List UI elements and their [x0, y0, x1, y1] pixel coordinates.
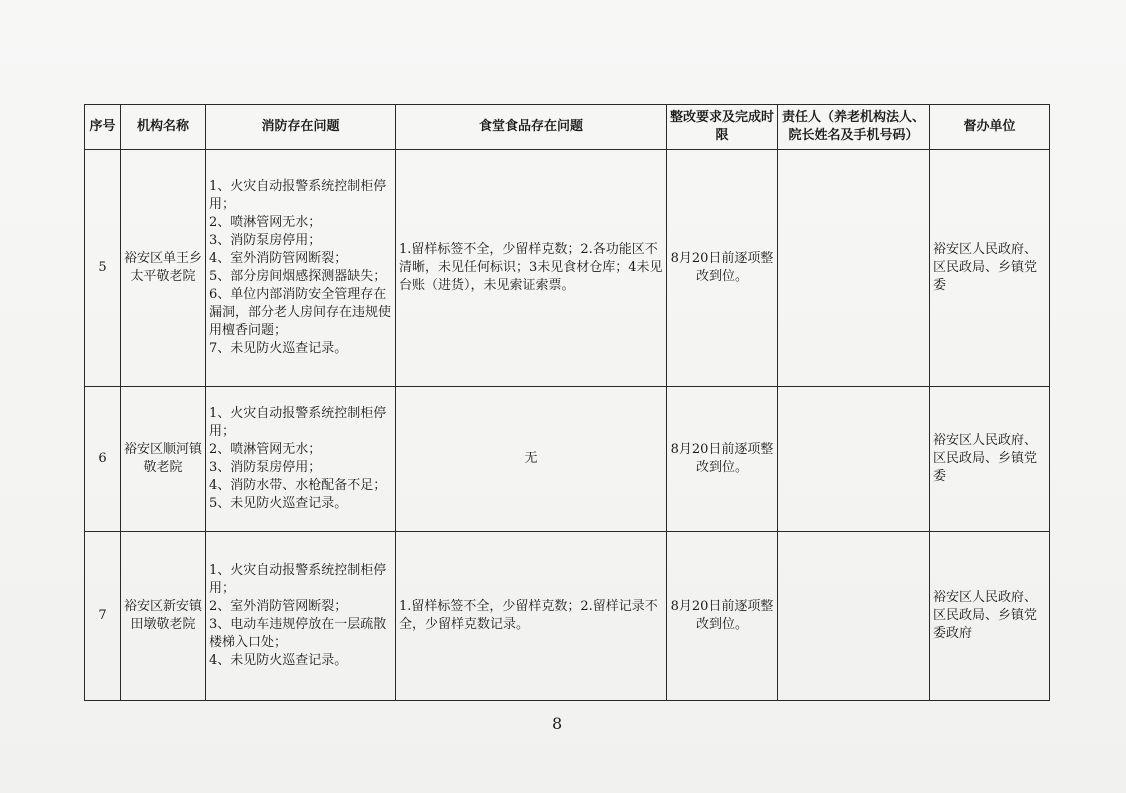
fire-issue: 3、消防泵房停用； — [209, 460, 322, 475]
row-supervisor: 裕安区人民政府、区民政局、乡镇党委 — [930, 150, 1050, 387]
row-fire-issues — [206, 532, 396, 701]
row-supervisor: 裕安区人民政府、区民政局、乡镇党委政府 — [930, 532, 1050, 701]
row-person — [778, 532, 930, 701]
header-person: 责任人（养老机构法人、院长姓名及手机号码） — [778, 105, 930, 150]
row-supervisor: 裕安区人民政府、区民政局、乡镇党委 — [930, 387, 1050, 532]
fire-issue: 1、火灾自动报警系统控制柜停用； — [209, 406, 387, 439]
row-food-issues: 无 — [396, 387, 667, 532]
header-name: 机构名称 — [121, 105, 206, 150]
fire-issue: 2、喷淋管网无水； — [209, 442, 322, 457]
fire-issue: 6、单位内部消防安全管理存在漏洞，部分老人房间存在违规使用檀香问题； — [209, 287, 392, 338]
row-food-issues: 1.留样标签不全，少留样克数；2.留样记录不全，少留样克数记录。 — [396, 532, 667, 701]
fire-issue: 1、火灾自动报警系统控制柜停用； — [209, 179, 387, 212]
fire-issue: 7、未见防火巡查记录。 — [209, 341, 348, 356]
fire-issue: 3、消防泵房停用； — [209, 233, 322, 248]
inspection-table — [84, 104, 1050, 701]
fire-issue: 4、室外消防管网断裂； — [209, 251, 348, 266]
row-no: 5 — [85, 150, 121, 387]
table-row — [85, 150, 1050, 387]
row-person — [778, 387, 930, 532]
row-no: 7 — [85, 532, 121, 701]
fire-issue: 4、消防水带、水枪配备不足； — [209, 478, 387, 493]
fire-issue: 1、火灾自动报警系统控制柜停用； — [209, 563, 387, 596]
row-name: 裕安区新安镇田墩敬老院 — [121, 532, 206, 701]
table-header-row — [85, 105, 1050, 150]
row-name: 裕安区单王乡太平敬老院 — [121, 150, 206, 387]
row-deadline: 8月20日前逐项整改到位。 — [667, 150, 778, 387]
header-supervisor: 督办单位 — [930, 105, 1050, 150]
fire-issue: 2、室外消防管网断裂； — [209, 599, 348, 614]
table-row — [85, 387, 1050, 532]
header-food: 食堂食品存在问题 — [396, 105, 667, 150]
fire-issue: 5、部分房间烟感探测器缺失； — [209, 269, 387, 284]
header-no: 序号 — [85, 105, 121, 150]
table-row — [85, 532, 1050, 701]
header-deadline: 整改要求及完成时限 — [667, 105, 778, 150]
page-number: 8 — [552, 714, 563, 733]
fire-issue: 3、电动车违规停放在一层疏散楼梯入口处； — [209, 617, 387, 650]
row-fire-issues — [206, 387, 396, 532]
fire-issue: 4、未见防火巡查记录。 — [209, 653, 348, 668]
row-food-issues: 1.留样标签不全，少留样克数；2.各功能区不清晰，未见任何标识；3未见食材仓库；4未见台账（进货），未见索证索票。 — [396, 150, 667, 387]
row-deadline: 8月20日前逐项整改到位。 — [667, 387, 778, 532]
row-deadline: 8月20日前逐项整改到位。 — [667, 532, 778, 701]
row-person — [778, 150, 930, 387]
header-fire: 消防存在问题 — [206, 105, 396, 150]
fire-issue: 5、未见防火巡查记录。 — [209, 496, 348, 511]
row-fire-issues — [206, 150, 396, 387]
row-no: 6 — [85, 387, 121, 532]
fire-issue: 2、喷淋管网无水； — [209, 215, 322, 230]
row-name: 裕安区顺河镇敬老院 — [121, 387, 206, 532]
